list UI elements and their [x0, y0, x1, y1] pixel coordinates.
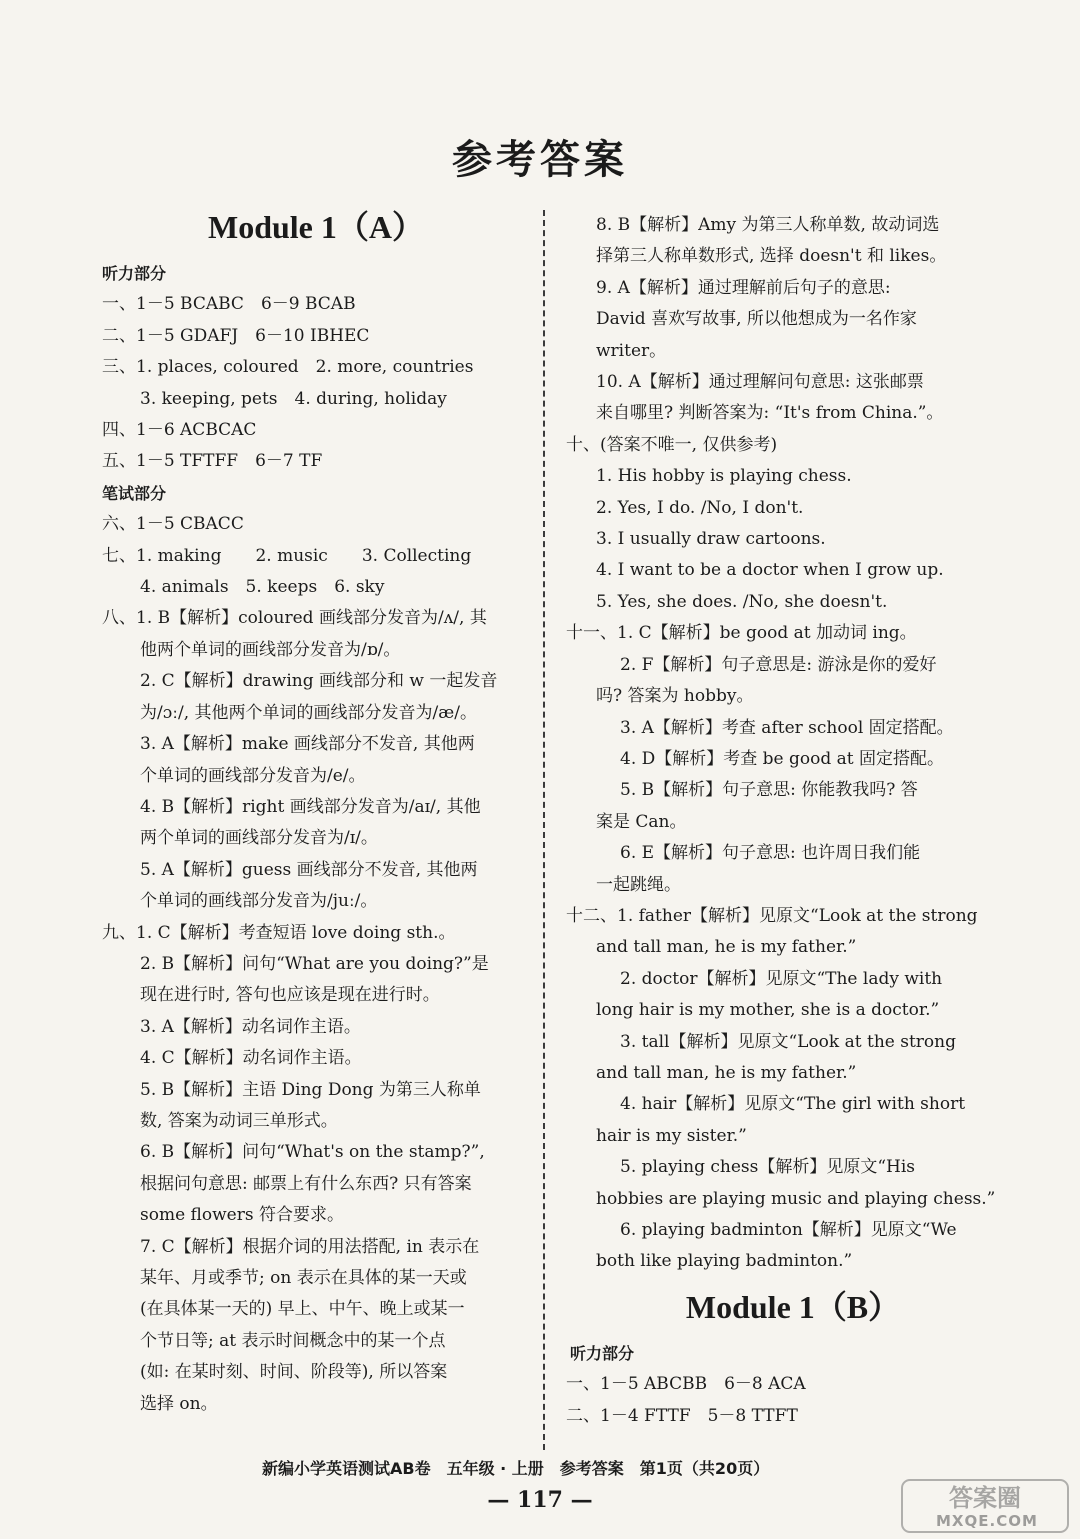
answer-line: 四、1－6 ACBCAC	[102, 420, 257, 441]
answer-line: 择第三人称单数形式, 选择 doesn't 和 likes。	[596, 246, 947, 267]
page-number: — 117 —	[487, 1487, 593, 1513]
answer-line: 3. tall【解析】见原文“Look at the strong	[620, 1031, 956, 1052]
answer-line: 4. B【解析】right 画线部分发音为/aɪ/, 其他	[140, 796, 481, 817]
section-listening-b: 听力部分	[570, 1343, 635, 1363]
column-divider	[543, 210, 545, 1450]
answer-line: 3. keeping, pets 4. during, holiday	[140, 388, 447, 409]
answer-line: 个单词的画线部分发音为/e/。	[140, 765, 366, 786]
module-1a-title: Module 1（A）	[207, 209, 424, 245]
answer-line: both like playing badminton.”	[596, 1251, 853, 1272]
answer-line: 2. F【解析】句子意思是: 游泳是你的爱好	[620, 654, 937, 675]
footer-book-info: 新编小学英语测试AB卷 五年级 · 上册 参考答案 第1页（共20页）	[262, 1459, 770, 1478]
answer-line: 9. A【解析】通过理解前后句子的意思:	[596, 277, 891, 298]
answer-line: 4. hair【解析】见原文“The girl with short	[620, 1094, 966, 1115]
answer-line: hair is my sister.”	[596, 1125, 747, 1146]
answer-line: 4. animals 5. keeps 6. sky	[140, 577, 385, 598]
section-writing: 笔试部分	[102, 483, 167, 503]
answer-line: 5. B【解析】句子意思: 你能教我吗? 答	[620, 780, 918, 801]
answer-line: 吗? 答案为 hobby。	[596, 686, 754, 707]
answer-line: 4. D【解析】考查 be good at 固定搭配。	[620, 748, 945, 769]
answer-line: 九、1. C【解析】考查短语 love doing sth.。	[102, 922, 456, 943]
answer-line: 3. A【解析】make 画线部分不发音, 其他两	[140, 734, 475, 755]
answer-line: 5. playing chess【解析】见原文“His	[620, 1157, 916, 1178]
answer-line: 3. I usually draw cartoons.	[596, 529, 826, 550]
answer-line: 数, 答案为动词三单形式。	[140, 1110, 338, 1131]
answer-line: 6. playing badminton【解析】见原文“We	[620, 1220, 957, 1240]
answer-line: 2. doctor【解析】见原文“The lady with	[620, 968, 943, 989]
answer-line: long hair is my mother, she is a doctor.”	[596, 1000, 940, 1021]
answer-line: 三、1. places, coloured 2. more, countries	[102, 357, 474, 378]
answer-line: 八、1. B【解析】coloured 画线部分发音为/ʌ/, 其	[102, 608, 487, 629]
answer-line: 十、(答案不唯一, 仅供参考)	[566, 434, 778, 455]
answer-line: 7. C【解析】根据介词的用法搭配, in 表示在	[140, 1236, 480, 1257]
answer-line: and tall man, he is my father.”	[596, 1062, 857, 1083]
answer-line: and tall man, he is my father.”	[596, 937, 857, 958]
answer-line: 某年、月或季节; on 表示在具体的某一天或	[140, 1268, 467, 1288]
module-1b-title: Module 1（B）	[685, 1288, 901, 1325]
answer-line: 六、1－5 CBACC	[102, 514, 244, 535]
answer-line: 二、1－4 FTTF 5－8 TTFT	[566, 1405, 798, 1426]
right-column	[566, 210, 996, 1432]
svg-text:答案圈: 答案圈	[949, 1484, 1021, 1512]
answer-line: 个节日等; at 表示时间概念中的某一个点	[140, 1330, 446, 1351]
answer-line: 3. A【解析】考查 after school 固定搭配。	[620, 717, 954, 738]
answer-line: 五、1－5 TFTFF 6－7 TF	[102, 451, 323, 472]
answer-line: 一、1－5 BCABC 6－9 BCAB	[102, 294, 356, 315]
answer-line: writer。	[596, 340, 667, 361]
answer-line: 10. A【解析】通过理解问句意思: 这张邮票	[596, 372, 924, 393]
watermark-caption: MXQE.COM	[936, 1512, 1038, 1530]
answer-line: (如: 在某时刻、时间、阶段等), 所以答案	[140, 1362, 448, 1383]
answer-line: 1. His hobby is playing chess.	[596, 466, 852, 487]
answer-line: 二、1－5 GDAFJ 6－10 IBHEC	[102, 325, 370, 346]
section-listening: 听力部分	[102, 264, 167, 283]
answer-line: 2. Yes, I do. /No, I don't.	[596, 497, 804, 518]
answer-line: 一起跳绳。	[596, 874, 681, 895]
answer-line: 个单词的画线部分发音为/juː/。	[140, 891, 378, 912]
answer-line: 4. C【解析】动名词作主语。	[140, 1048, 362, 1069]
answer-line: 七、1. making 2. music 3. Collecting	[102, 545, 472, 566]
answer-line: 现在进行时, 答句也应该是现在进行时。	[140, 985, 440, 1006]
answer-line: some flowers 符合要求。	[140, 1205, 344, 1226]
page-title: 参考答案	[452, 137, 628, 183]
answer-line: 他两个单词的画线部分发音为/ɒ/。	[140, 639, 401, 660]
answer-line: 十二、1. father【解析】见原文“Look at the strong	[566, 905, 978, 926]
answer-line: 6. E【解析】句子意思: 也许周日我们能	[620, 843, 921, 864]
answer-line: 5. Yes, she does. /No, she doesn't.	[596, 591, 888, 612]
answer-line: 5. A【解析】guess 画线部分不发音, 其他两	[140, 859, 478, 880]
answer-line: 两个单词的画线部分发音为/ɪ/。	[140, 828, 378, 849]
answer-line: hobbies are playing music and playing chess.”	[596, 1188, 996, 1209]
answer-line: 2. B【解析】问句“What are you doing?”是	[140, 953, 489, 974]
answer-line: 4. I want to be a doctor when I grow up.	[596, 560, 944, 581]
answer-line: (在具体某一天的) 早上、中午、晚上或某一	[140, 1299, 465, 1320]
answer-line: 为/ɔː/, 其他两个单词的画线部分发音为/æ/。	[140, 702, 477, 723]
answer-line: David 喜欢写故事, 所以他想成为一名作家	[596, 309, 917, 330]
answer-line: 8. B【解析】Amy 为第三人称单数, 故动词选	[596, 215, 940, 235]
answer-line: 十一、1. C【解析】be good at 加动词 ing。	[566, 623, 917, 644]
answer-line: 5. B【解析】主语 Ding Dong 为第三人称单	[140, 1079, 481, 1100]
answer-line: 根据问句意思: 邮票上有什么东西? 只有答案	[140, 1173, 472, 1194]
watermark	[900, 1478, 1070, 1534]
answer-line: 6. B【解析】问句“What's on the stamp?”,	[140, 1142, 485, 1163]
answer-line: 案是 Can。	[596, 811, 687, 832]
answer-line: 一、1－5 ABCBB 6－8 ACA	[566, 1374, 806, 1395]
answer-line: 3. A【解析】动名词作主语。	[140, 1016, 361, 1037]
answer-line: 来自哪里? 判断答案为: “It's from China.”。	[596, 403, 944, 424]
answer-line: 选择 on。	[140, 1393, 218, 1414]
left-column	[102, 206, 530, 1420]
answer-line: 2. C【解析】drawing 画线部分和 w 一起发音	[140, 671, 498, 692]
